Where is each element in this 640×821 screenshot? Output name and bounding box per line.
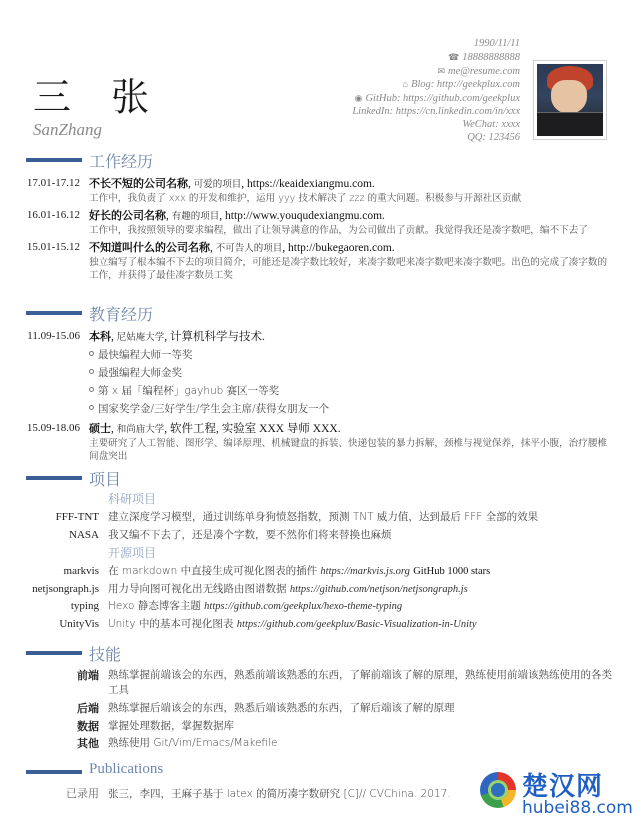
birthdate: 1990/11/11 (473, 38, 520, 49)
degree: 硕士 (89, 422, 111, 435)
project-name: NASA (69, 528, 99, 541)
name-chinese: 三 张 (33, 75, 164, 119)
project-description: 在 markdown 中直接生成可视化图表的插件 (108, 565, 318, 577)
major: 软件工程, 实验室 XXX 导师 XXX. (170, 423, 341, 435)
project-url[interactable]: https://github.com/geekplux/hexo-theme-typing (204, 601, 403, 612)
project-url[interactable]: https://keaidexiangmu.com. (247, 178, 375, 190)
skill-description: 掌握处理数据，掌握数据库 (108, 719, 234, 732)
entry-date: 11.09-15.06 (27, 330, 80, 342)
entry-description: 工作中，我按照领导的要求编程，做出了让领导满意的作品，为公司做出了贡献。我觉得我还是凑字数吧，编不下去了 (89, 225, 588, 236)
project-description: Unity 中的基本可视化图表 (108, 617, 234, 630)
phone-icon: ☎ (448, 51, 460, 62)
entry-description: 工作中，我负责了 xxx 的开发和维护，运用 yyy 技术解决了 zzz 的重大问题。积极参与开源社区贡献 (89, 193, 522, 204)
company-name: 好长的公司名称 (89, 209, 166, 222)
entry-description: 独立编写了根本编不下去的项目简介，可能还是凑字数比较好，来凑字数吧来凑字数吧来凑字数吧。出色的完成了凑字数的工作，并获得了最佳凑字数员工奖 (89, 257, 608, 281)
skill-item (0, 735, 640, 753)
project-url[interactable]: https://markvis.js.org (320, 566, 410, 577)
work-entry: 15.01-15.12 不知道叫什么的公司名称, 不可告人的项目, http://bukegaoren.com. 独立编写了根本编不下去的项目简介，可能还是凑字数比较好，来凑字数吧来凑字数吧来凑字数吧。出色的完成了凑字数的工作，并获得了最佳凑字数员工奖 (0, 240, 640, 282)
email-link[interactable]: ✉ me@resume.com (437, 65, 520, 77)
subsection-title: 科研项目 (108, 492, 157, 506)
contact-info (352, 38, 520, 144)
linkedin-link[interactable]: LinkedIn: https://cn.linkedin.com/in/xxx (352, 105, 520, 117)
section-title: 项目 (89, 470, 122, 489)
section-accent-bar (26, 651, 82, 655)
project-name: netjsongraph.js (32, 582, 99, 595)
project-name: UnityVis (59, 617, 99, 630)
bullet-icon (89, 369, 94, 374)
section-title: 技能 (89, 645, 122, 664)
project-description: 建立深度学习模型，通过训练单身狗愤怒指数，预测 TNT 威力值，达到最后 FFF 全部的效果 (108, 511, 539, 523)
project-description: 用力导向图可视化出无线路由图谱数据 (108, 582, 287, 595)
skill-name: 数据 (77, 719, 99, 733)
project-stars: GitHub 1000 stars (413, 566, 491, 577)
blog-link[interactable]: ⌂ Blog: http://geekplux.com (402, 79, 520, 91)
project-url[interactable]: https://github.com/geekplux/Basic-Visualization-in-Unity (236, 618, 477, 630)
award-list (89, 346, 612, 418)
section-education (0, 303, 640, 463)
section-header (0, 303, 640, 323)
section-skills (0, 643, 640, 753)
section-projects (0, 468, 640, 633)
school-name: 尼姑庵大学 (116, 332, 165, 343)
skill-item (0, 700, 640, 718)
education-entry: 15.09-18.06 硕士, 和尚庙大学, 软件工程, 实验室 XXX 导师 XXX. 主要研究了人工智能、图形学、编译原理、机械键盘的拆装、快递包装的暴力拆解，颈椎与视觉保养，抹平小腹，治疗腰椎间盘突出 (0, 421, 640, 463)
work-entry: 17.01-17.12 不长不短的公司名称, 可爱的项目, https://keaidexiangmu.com. 工作中，我负责了 xxx 的开发和维护，运用 yyy 技术解决了 zzz 的重大问题。积极参与开源社区贡献 (0, 176, 640, 205)
email-icon: ✉ (437, 65, 446, 76)
award-item: 最快编程大师一等奖 (89, 346, 612, 364)
company-name: 不知道叫什么的公司名称 (89, 241, 210, 254)
bullet-icon (89, 405, 94, 410)
entry-date: 16.01-16.12 (26, 209, 80, 221)
section-header (0, 150, 640, 170)
section-accent-bar (26, 158, 82, 162)
entry-date: 15.09-18.06 (26, 422, 80, 434)
section-header (0, 468, 640, 488)
project-name: 有趣的项目 (171, 211, 220, 222)
section-header (0, 643, 640, 663)
school-name: 和尚庙大学 (116, 424, 165, 435)
project-item (0, 598, 640, 616)
major: 计算机科学与技术. (170, 331, 265, 343)
avatar-photo (533, 60, 607, 140)
company-name: 不长不短的公司名称 (89, 177, 188, 190)
project-item (0, 581, 640, 599)
project-name: markvis (63, 565, 99, 577)
project-name: 可爱的项目 (193, 179, 242, 190)
skill-name: 其他 (77, 737, 99, 750)
project-item (0, 527, 640, 545)
work-entry: 16.01-16.12 好长的公司名称, 有趣的项目, http://www.youqudexiangmu.com. 工作中，我按照领导的要求编程，做出了让领导满意的作品，为公司做出了贡献。我觉得我还是凑字数吧，编不下去了 (0, 208, 640, 237)
skill-description: 熟练掌握前端该会的东西，熟悉前端该熟悉的东西，了解前端该了解的原理，熟练使用前端该熟练使用的各类工具 (108, 669, 612, 696)
watermark-text-en: hubei88.com (522, 798, 633, 818)
skill-name: 前端 (77, 669, 99, 682)
project-name: 不可告人的项目 (215, 243, 283, 254)
publication-status: 已录用 (66, 788, 99, 800)
entry-date: 15.01-15.12 (26, 241, 80, 253)
project-item (0, 563, 640, 581)
bullet-icon (89, 351, 94, 356)
skill-item (0, 667, 640, 700)
blog-icon: ⌂ (402, 79, 408, 90)
project-description: Hexo 静态博客主题 (108, 600, 201, 612)
entry-date: 17.01-17.12 (26, 177, 80, 189)
project-item (0, 616, 640, 634)
name-english: SanZhang (33, 120, 102, 139)
subsection-title: 开源项目 (108, 546, 157, 560)
github-icon: ◉ (354, 93, 363, 104)
skill-item (0, 718, 640, 736)
project-name: typing (70, 600, 99, 612)
section-accent-bar (26, 770, 82, 774)
phone: ☎ 18888888888 (448, 51, 520, 63)
section-title: 工作经历 (89, 152, 154, 171)
award-item: 第 x 届「编程杯」gayhub 赛区一等奖 (89, 382, 612, 400)
skill-description: 熟练使用 Git/Vim/Emacs/Makefile (108, 737, 278, 749)
education-entry: 11.09-15.06 本科, 尼姑庵大学, 计算机科学与技术. 最快编程大师一等奖 最强编程大师金奖 第 x 届「编程杯」gayhub 赛区一等奖 国家奖学金/三好学生/学生会主席/获得女朋友一个 (0, 329, 640, 418)
project-item (0, 509, 640, 527)
bullet-icon (89, 387, 94, 392)
section-accent-bar (26, 311, 82, 315)
award-item: 国家奖学金/三好学生/学生会主席/获得女朋友一个 (89, 400, 612, 418)
entry-description: 主要研究了人工智能、图形学、编译原理、机械键盘的拆装、快递包装的暴力拆解，颈椎与视觉保养，抹平小腹，治疗腰椎间盘突出 (89, 438, 608, 462)
project-url[interactable]: http://www.youqudexiangmu.com. (225, 210, 385, 222)
github-link[interactable]: ◉ GitHub: https://github.com/geekplux (354, 93, 520, 105)
section-accent-bar (26, 476, 82, 480)
site-watermark (478, 768, 638, 820)
qq: QQ: 123456 (467, 131, 520, 143)
project-name: FFF-TNT (55, 511, 99, 523)
publication-citation: 张三，李四，王麻子基于 latex 的简历凑字数研究 [C]// CVChina. 2017. (108, 788, 451, 800)
section-work (0, 150, 640, 282)
wechat: WeChat: xxxx (462, 118, 520, 130)
skill-name: 后端 (77, 702, 99, 715)
project-url[interactable]: https://github.com/netjson/netjsongraph.js (289, 583, 468, 595)
section-title: 教育经历 (89, 305, 154, 324)
avatar-image (537, 64, 603, 136)
award-item: 最强编程大师金奖 (89, 364, 612, 382)
project-url[interactable]: http://bukegaoren.com. (288, 242, 395, 254)
project-description: 我又编不下去了，还是凑个字数，要不然你们将来替换也麻烦 (108, 528, 392, 541)
skill-description: 熟练掌握后端该会的东西，熟悉后端该熟悉的东西，了解后端该了解的原理 (108, 702, 455, 714)
watermark-logo-icon (480, 772, 516, 808)
watermark-text-cn: 楚汉网 (522, 772, 604, 802)
section-title: Publications (89, 761, 164, 777)
degree: 本科 (89, 330, 111, 343)
